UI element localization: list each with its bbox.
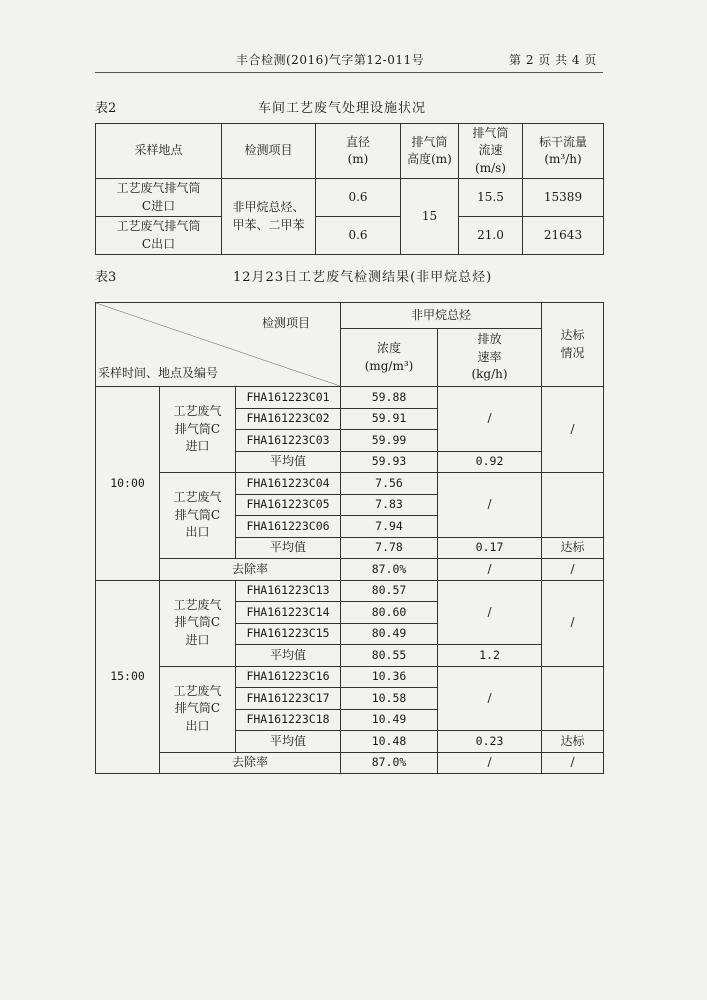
th-conc: 浓度 (mg/m³) xyxy=(341,329,438,387)
flow-cell: 21643 xyxy=(523,217,604,255)
removal-value: 87.0% xyxy=(341,559,438,581)
conc-value: 80.49 xyxy=(341,623,438,645)
avg-label: 平均值 xyxy=(236,645,341,667)
th-rate: 排放 速率 (kg/h) xyxy=(438,329,542,387)
avg-conc: 10.48 xyxy=(341,731,438,753)
avg-rate: 0.92 xyxy=(438,451,542,473)
sample-site: 工艺废气 排气筒C 出口 xyxy=(160,666,236,752)
th-time-site: 采样时间、地点及编号 xyxy=(98,365,219,380)
th-speed: 排气筒 流速 (m/s) xyxy=(459,124,523,179)
compliance-value: 达标 xyxy=(542,537,604,559)
conc-value: 7.56 xyxy=(341,473,438,495)
table3-label: 表3 xyxy=(95,270,117,285)
report-number: 丰合检测(2016)气字第12-011号 xyxy=(236,53,425,67)
sample-id: FHA161223C03 xyxy=(236,430,341,452)
sample-id: FHA161223C17 xyxy=(236,688,341,710)
removal-compliance: / xyxy=(542,752,604,774)
header-divider xyxy=(95,72,603,73)
avg-conc: 7.78 xyxy=(341,537,438,559)
sample-id: FHA161223C04 xyxy=(236,473,341,495)
results-table xyxy=(95,302,604,774)
th-site: 采样地点 xyxy=(96,124,222,179)
conc-value: 59.91 xyxy=(341,408,438,430)
table2-label: 表2 xyxy=(95,101,117,116)
conc-value: 80.60 xyxy=(341,602,438,624)
removal-rate: / xyxy=(438,559,542,581)
diameter-cell: 0.6 xyxy=(316,179,401,217)
site-cell: 工艺废气排气筒 C出口 xyxy=(96,217,222,255)
th-flow: 标干流量 (m³/h) xyxy=(523,124,604,179)
rate-value: / xyxy=(438,387,542,452)
removal-compliance: / xyxy=(542,559,604,581)
conc-value: 80.57 xyxy=(341,580,438,602)
rate-value: / xyxy=(438,666,542,731)
diagonal-header xyxy=(96,303,341,387)
speed-cell: 21.0 xyxy=(459,217,523,255)
avg-conc: 80.55 xyxy=(341,645,438,667)
sample-id: FHA161223C13 xyxy=(236,580,341,602)
page-info: 第 2 页 共 4 页 xyxy=(509,53,597,67)
compliance-value: / xyxy=(542,387,604,473)
table2-title: 车间工艺废气处理设施状况 xyxy=(258,101,427,116)
sample-id: FHA161223C18 xyxy=(236,709,341,731)
th-item: 检测项目 xyxy=(262,316,311,330)
avg-label: 平均值 xyxy=(236,537,341,559)
th-height: 排气筒 高度(m) xyxy=(401,124,459,179)
sample-time: 10:00 xyxy=(96,387,160,581)
th-pollutant: 非甲烷总烃 xyxy=(341,303,542,329)
rate-value: / xyxy=(438,580,542,645)
sample-id: FHA161223C06 xyxy=(236,516,341,538)
avg-label: 平均值 xyxy=(236,731,341,753)
sample-time: 15:00 xyxy=(96,580,160,774)
removal-label: 去除率 xyxy=(160,559,341,581)
sample-id: FHA161223C05 xyxy=(236,494,341,516)
sample-id: FHA161223C14 xyxy=(236,602,341,624)
compliance-value: 达标 xyxy=(542,731,604,753)
sample-site: 工艺废气 排气筒C 出口 xyxy=(160,473,236,559)
avg-rate: 0.17 xyxy=(438,537,542,559)
speed-cell: 15.5 xyxy=(459,179,523,217)
height-cell: 15 xyxy=(401,179,459,255)
avg-label: 平均值 xyxy=(236,451,341,473)
conc-value: 10.49 xyxy=(341,709,438,731)
facility-table xyxy=(95,123,604,255)
item-cell: 非甲烷总烃、 甲苯、二甲苯 xyxy=(222,179,316,255)
diameter-cell: 0.6 xyxy=(316,217,401,255)
compliance-blank xyxy=(542,473,604,538)
sample-id: FHA161223C15 xyxy=(236,623,341,645)
compliance-blank xyxy=(542,666,604,731)
table3-title: 12月23日工艺废气检测结果(非甲烷总烃) xyxy=(233,270,493,285)
conc-value: 59.99 xyxy=(341,430,438,452)
rate-value: / xyxy=(438,473,542,538)
avg-rate: 1.2 xyxy=(438,645,542,667)
sample-site: 工艺废气 排气筒C 进口 xyxy=(160,387,236,473)
removal-label: 去除率 xyxy=(160,752,341,774)
site-cell: 工艺废气排气筒 C进口 xyxy=(96,179,222,217)
conc-value: 59.88 xyxy=(341,387,438,409)
conc-value: 7.83 xyxy=(341,494,438,516)
removal-rate: / xyxy=(438,752,542,774)
conc-value: 7.94 xyxy=(341,516,438,538)
sample-id: FHA161223C02 xyxy=(236,408,341,430)
removal-value: 87.0% xyxy=(341,752,438,774)
conc-value: 10.36 xyxy=(341,666,438,688)
th-compliance: 达标 情况 xyxy=(542,303,604,387)
conc-value: 10.58 xyxy=(341,688,438,710)
sample-id: FHA161223C16 xyxy=(236,666,341,688)
th-item: 检测项目 xyxy=(222,124,316,179)
compliance-value: / xyxy=(542,580,604,666)
flow-cell: 15389 xyxy=(523,179,604,217)
avg-rate: 0.23 xyxy=(438,731,542,753)
sample-site: 工艺废气 排气筒C 进口 xyxy=(160,580,236,666)
th-diameter: 直径 (m) xyxy=(316,124,401,179)
sample-id: FHA161223C01 xyxy=(236,387,341,409)
avg-conc: 59.93 xyxy=(341,451,438,473)
